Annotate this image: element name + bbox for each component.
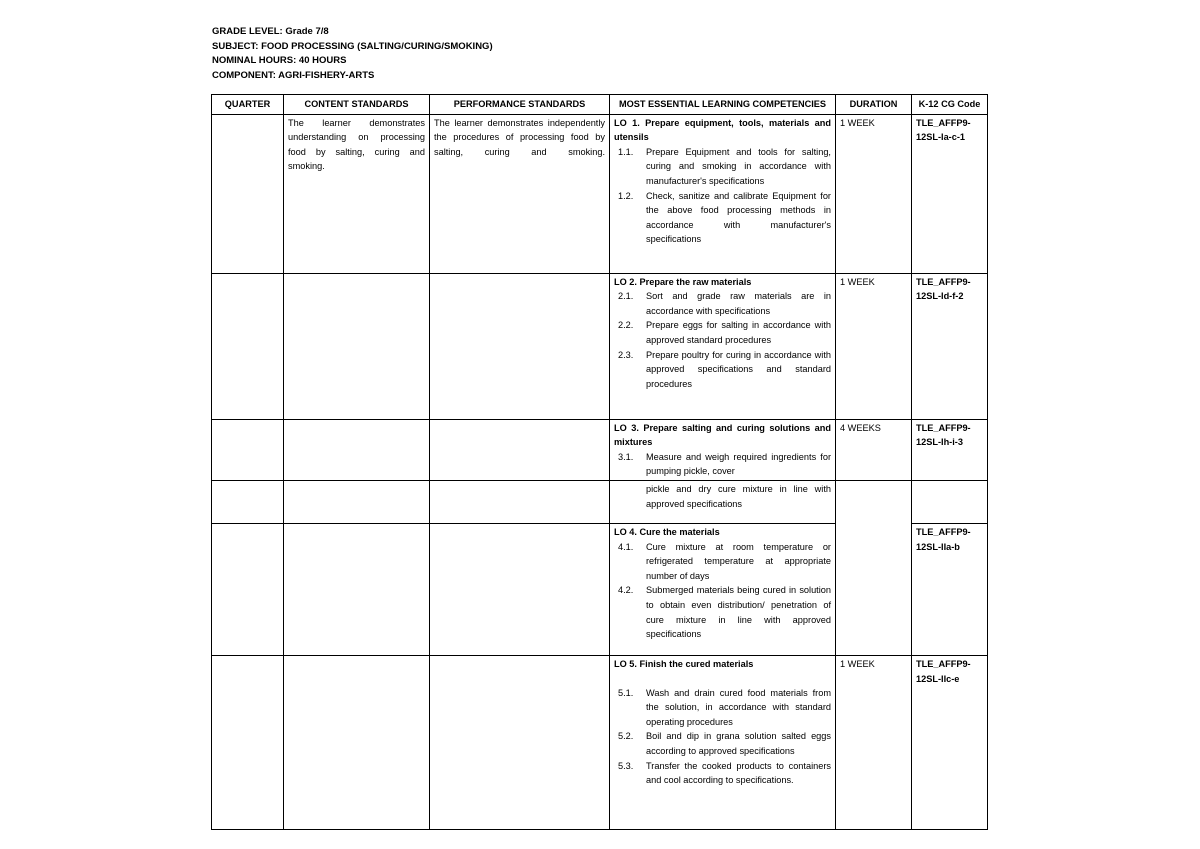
code-empty <box>912 480 988 523</box>
document-header <box>212 25 493 83</box>
lo1-title: LO 1. Prepare equipment, tools, materials and utensils <box>614 117 831 143</box>
lo2-duration: 1 WEEK <box>836 273 912 419</box>
col-code: K-12 CG Code <box>912 95 988 115</box>
lo1-cell <box>610 114 836 273</box>
lo3-code: TLE_AFFP9-12SL-Ih-i-3 <box>912 419 988 480</box>
lo5-code: TLE_AFFP9-12SL-IIc-e <box>912 655 988 829</box>
col-quarter: QUARTER <box>212 95 284 115</box>
lo3-cell <box>610 419 836 480</box>
table-row <box>212 273 988 419</box>
subject: SUBJECT: FOOD PROCESSING (SALTING/CURING/SMOKING) <box>212 40 493 52</box>
lo3-cont-cell <box>610 480 836 523</box>
table-row <box>212 114 988 273</box>
lo4-code: TLE_AFFP9-12SL-IIa-b <box>912 523 988 655</box>
lo1-duration: 1 WEEK <box>836 114 912 273</box>
lo2-cell <box>610 273 836 419</box>
lo3-title: LO 3. Prepare salting and curing solutions and mixtures <box>614 422 831 448</box>
list-item: 5.2. Boil and dip in grana solution salted eggs according to approved specifications <box>618 731 831 756</box>
list-item: 4.1. Cure mixture at room temperature or refrigerated temperature at appropriate number of days <box>618 541 831 581</box>
list-item: 5.3. Transfer the cooked products to containers and cool according to specifications. <box>618 760 831 786</box>
list-item: 5.1. Wash and drain cured food materials from the solution, in accordance with standard operating procedures <box>618 687 831 727</box>
lo4-cell <box>610 523 836 655</box>
lo3-item-continuation: pickle and dry cure mixture in line with approved specifications <box>646 483 831 509</box>
col-performance-standards: PERFORMANCE STANDARDS <box>430 95 610 115</box>
table-row <box>212 480 988 523</box>
col-content-standards: CONTENT STANDARDS <box>284 95 430 115</box>
content-standard: The learner demonstrates understanding on processing food by salting, curing and smoking. <box>284 114 430 273</box>
lo5-cell <box>610 655 836 829</box>
performance-standard: The learner demonstrates independently the procedures of processing food by salting, curing and smoking. <box>430 114 610 273</box>
col-melc: MOST ESSENTIAL LEARNING COMPETENCIES <box>610 95 836 115</box>
lo2-code: TLE_AFFP9-12SL-Id-f-2 <box>912 273 988 419</box>
table-row <box>212 419 988 480</box>
list-item: 1.2. Check, sanitize and calibrate Equipment for the above food processing methods in accordance with manufacturer's specifications <box>618 190 831 245</box>
list-item: 2.2. Prepare eggs for salting in accordance with approved standard procedures <box>618 320 831 345</box>
lo2-title: LO 2. Prepare the raw materials <box>614 276 752 287</box>
lo4-title: LO 4. Cure the materials <box>614 526 720 537</box>
list-item: 2.3. Prepare poultry for curing in accordance with approved specifications and standard procedures <box>618 349 831 389</box>
lo5-duration: 1 WEEK <box>836 655 912 829</box>
nominal-hours: NOMINAL HOURS: 40 HOURS <box>212 55 347 66</box>
col-duration: DURATION <box>836 95 912 115</box>
list-item: 2.1. Sort and grade raw materials are in accordance with specifications <box>618 291 831 316</box>
list-item: 4.2. Submerged materials being cured in solution to obtain even distribution/ penetration of cure mixture in line with approved specifications <box>618 585 831 640</box>
component: COMPONENT: AGRI-FISHERY-ARTS <box>212 69 375 81</box>
grade-level: GRADE LEVEL: Grade 7/8 <box>212 26 329 37</box>
lo1-code: TLE_AFFP9-12SL-Ia-c-1 <box>912 114 988 273</box>
curriculum-table <box>211 94 988 830</box>
lo5-title: LO 5. Finish the cured materials <box>614 658 754 669</box>
table-row <box>212 655 988 829</box>
table-header-row <box>212 95 988 115</box>
lo3-duration: 4 WEEKS <box>836 419 912 480</box>
list-item: 3.1. Measure and weigh required ingredients for pumping pickle, cover <box>618 451 831 477</box>
lo3-lo4-duration <box>836 480 912 655</box>
list-item: 1.1. Prepare Equipment and tools for salting, curing and smoking in accordance with manufacturer's specifications <box>618 146 831 186</box>
quarter-cell <box>212 114 284 273</box>
